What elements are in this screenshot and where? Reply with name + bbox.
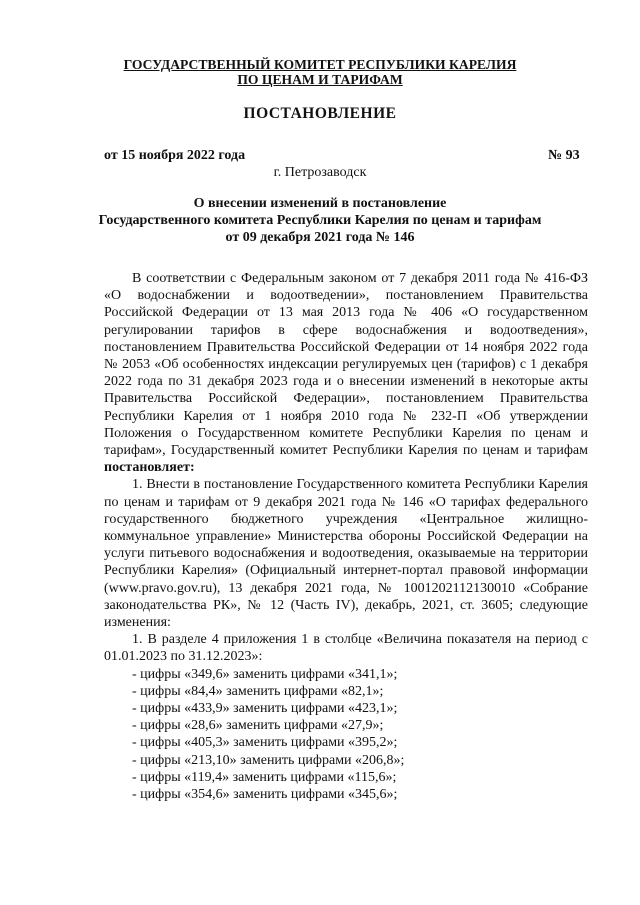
list-item: - цифры «119,4» заменить цифрами «115,6»; [132, 769, 397, 785]
document-date: от 15 ноября 2022 года [104, 148, 246, 163]
subject-line-2: Государственного комитета Республики Карелия по ценам и тарифам [98, 213, 542, 228]
clause-1: 1. Внести в постановление Государственного комитета Республики Карелия по ценам и тарифам от 9 декабря 2021 года № 146 «О тарифах федерального государственного бюджетного учреждения «Центральное жилищно-коммунальное управление» Министерства обороны Российской Федерации на услуги питьевого водоснабжения и водоотведения, оказываемые на территории Республики Карелия» (Официальный интернет-портал правовой информации (www.pravo.gov.ru), 13 декабря 2021 года, № 1001202112130010 «Собрание законодательства РК», № 12 (Часть IV), декабрь, 2021, ст. 3605; следующие изменения: [104, 477, 588, 631]
list-item: - цифры «433,9» заменить цифрами «423,1»; [132, 701, 398, 717]
subject-line-1: О внесении изменений в постановление [193, 196, 447, 211]
issuer-line-2: ПО ЦЕНАМ И ТАРИФАМ [237, 72, 403, 87]
resolves-word: постановляет: [104, 460, 195, 476]
list-item: - цифры «213,10» заменить цифрами «206,8»; [132, 752, 405, 768]
document-body [104, 270, 588, 803]
subject-line-3: от 09 декабря 2021 года № 146 [225, 230, 415, 245]
list-item: - цифры «354,6» заменить цифрами «345,6»; [132, 787, 398, 803]
document-type: ПОСТАНОВЛЕНИЕ [243, 105, 397, 122]
preamble [104, 270, 588, 476]
list-item: - цифры «28,6» заменить цифрами «27,9»; [132, 718, 384, 734]
list-item: - цифры «349,6» заменить цифрами «341,1»; [132, 666, 398, 682]
issuer-line-1: ГОСУДАРСТВЕННЫЙ КОМИТЕТ РЕСПУБЛИКИ КАРЕЛИЯ [123, 57, 517, 72]
document-city: г. Петрозаводск [273, 165, 367, 180]
changes-list [104, 666, 588, 804]
list-item: - цифры «84,4» заменить цифрами «82,1»; [132, 683, 384, 699]
preamble-text: В соответствии с Федеральным законом от 7 декабря 2011 года № 416-ФЗ «О водоснабжении и водоотведении», постановлением Правительства Российской Федерации от 13 мая 2013 года № 406 «О государственном регулировании тарифов в сфере водоснабжения и водоотведения», постановлением Правительства Российской Федерации от 14 ноября 2022 года № 2053 «Об особенностях индексации регулируемых цен (тарифов) с 1 декабря 2022 года по 31 декабря 2023 года и о внесении изменений в некоторые акты Правительства Российской Федерации», постановлением Правительства Республики Карелия от 1 ноября 2010 года № 232-П «Об утверждении Положения о Государственном комитете Республики Карелия по ценам и тарифам», Государственный комитет Республики Карелия по ценам и тарифам [104, 271, 588, 459]
list-item: - цифры «405,3» заменить цифрами «395,2»; [132, 735, 398, 751]
clause-1-1: 1. В разделе 4 приложения 1 в столбце «Величина показателя на период с 01.01.2023 по 31.12.2023»: [104, 632, 588, 665]
document-number: № 93 [548, 148, 580, 163]
document-subject [0, 195, 640, 246]
